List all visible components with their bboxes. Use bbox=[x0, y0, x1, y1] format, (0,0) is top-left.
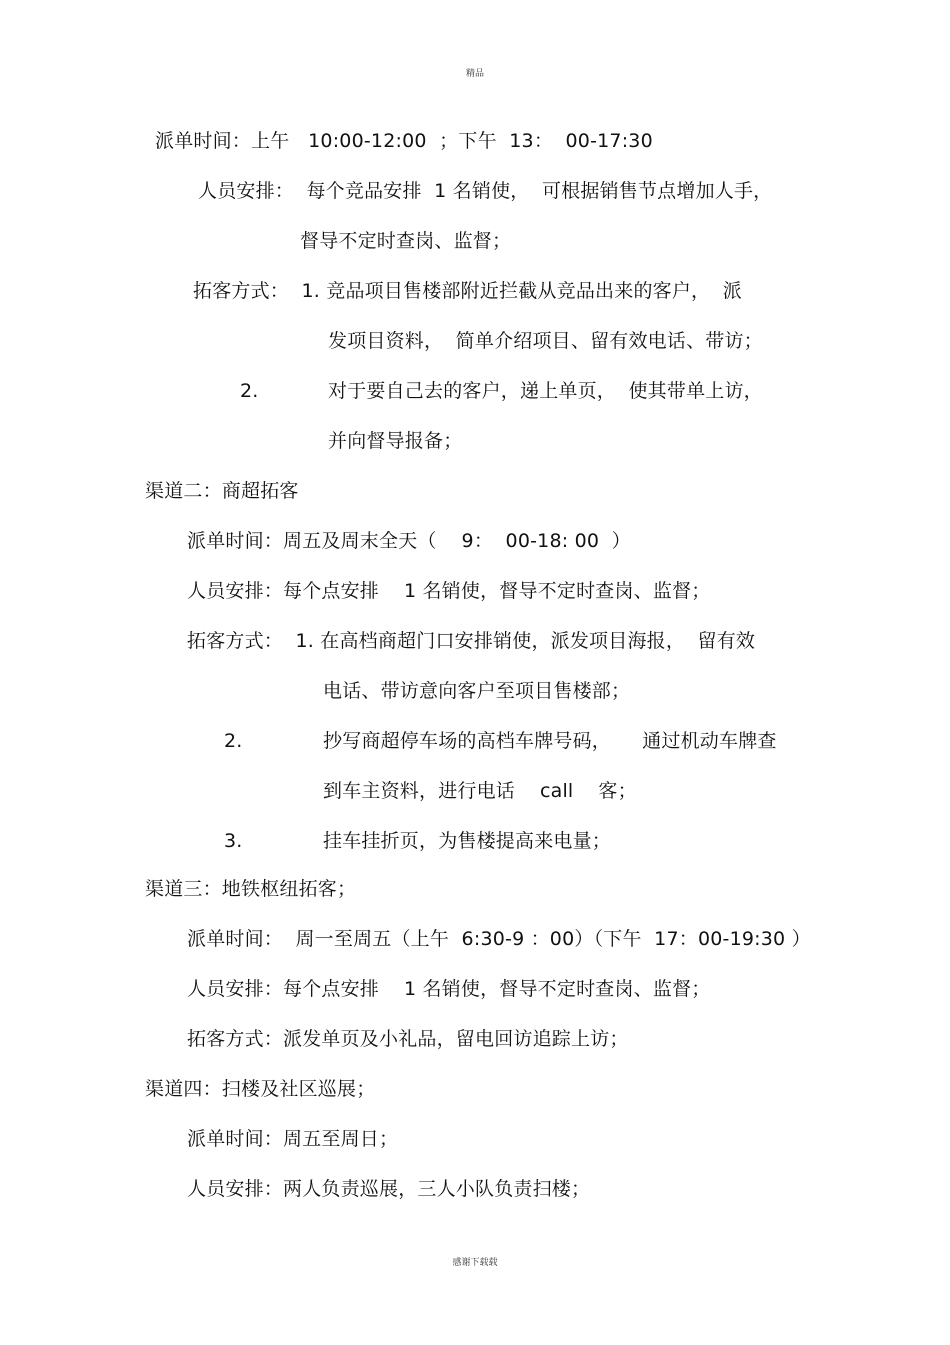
text-line: 派单时间： 周一至周五（上午 6:30-9 ：00）（下午 17：00-19:30 ） bbox=[187, 928, 811, 950]
text-line: 拓客方式： 1. 竞品项目售楼部附近拦截从竞品出来的客户， 派 bbox=[193, 280, 742, 302]
text-line: 挂车挂折页，为售楼提高来电量； bbox=[323, 830, 612, 852]
text-line: 拓客方式：派发单页及小礼品，留电回访追踪上访； bbox=[187, 1028, 629, 1050]
text-line: 督导不定时查岗、监督； bbox=[300, 230, 512, 252]
text-line: 对于要自己去的客户，递上单页， 使其带单上访， bbox=[328, 380, 763, 402]
text-line: 并向督导报备； bbox=[328, 430, 463, 452]
text-line: 人员安排：每个点安排 1 名销使，督导不定时查岗、监督； bbox=[187, 580, 711, 602]
text-line: 人员安排： 每个竞品安排 1 名销使， 可根据销售节点增加人手， bbox=[198, 180, 773, 202]
section-heading: 渠道四：扫楼及社区巡展； bbox=[145, 1078, 376, 1100]
list-number: 2. bbox=[224, 730, 243, 752]
text-line: 发项目资料， 简单介绍项目、留有效电话、带访； bbox=[328, 330, 763, 352]
page-footer: 感谢下载载 bbox=[452, 1258, 498, 1268]
text-line: 派单时间：上午 10:00-12:00 ；下午 13： 00-17:30 bbox=[155, 130, 653, 152]
text-line: 派单时间：周五至周日； bbox=[187, 1128, 399, 1150]
text-line: 拓客方式： 1. 在高档商超门口安排销使，派发项目海报， 留有效 bbox=[187, 630, 756, 652]
text-line: 派单时间：周五及周末全天（ 9： 00-18: 00 ） bbox=[187, 530, 631, 552]
list-number: 2. bbox=[240, 380, 259, 402]
text-line: 人员安排：两人负责巡展，三人小队负责扫楼； bbox=[187, 1178, 591, 1200]
text-line: 抄写商超停车场的高档车牌号码， 通过机动车牌查 bbox=[323, 730, 777, 752]
text-line: 到车主资料，进行电话 call 客； bbox=[323, 780, 637, 802]
list-number: 3. bbox=[224, 830, 243, 852]
text-line: 电话、带访意向客户至项目售楼部； bbox=[323, 680, 631, 702]
section-heading: 渠道二：商超拓客 bbox=[145, 480, 299, 502]
section-heading: 渠道三：地铁枢纽拓客； bbox=[145, 878, 357, 900]
page-header: 精品 bbox=[465, 69, 484, 79]
text-line: 人员安排：每个点安排 1 名销使，督导不定时查岗、监督； bbox=[187, 978, 711, 1000]
